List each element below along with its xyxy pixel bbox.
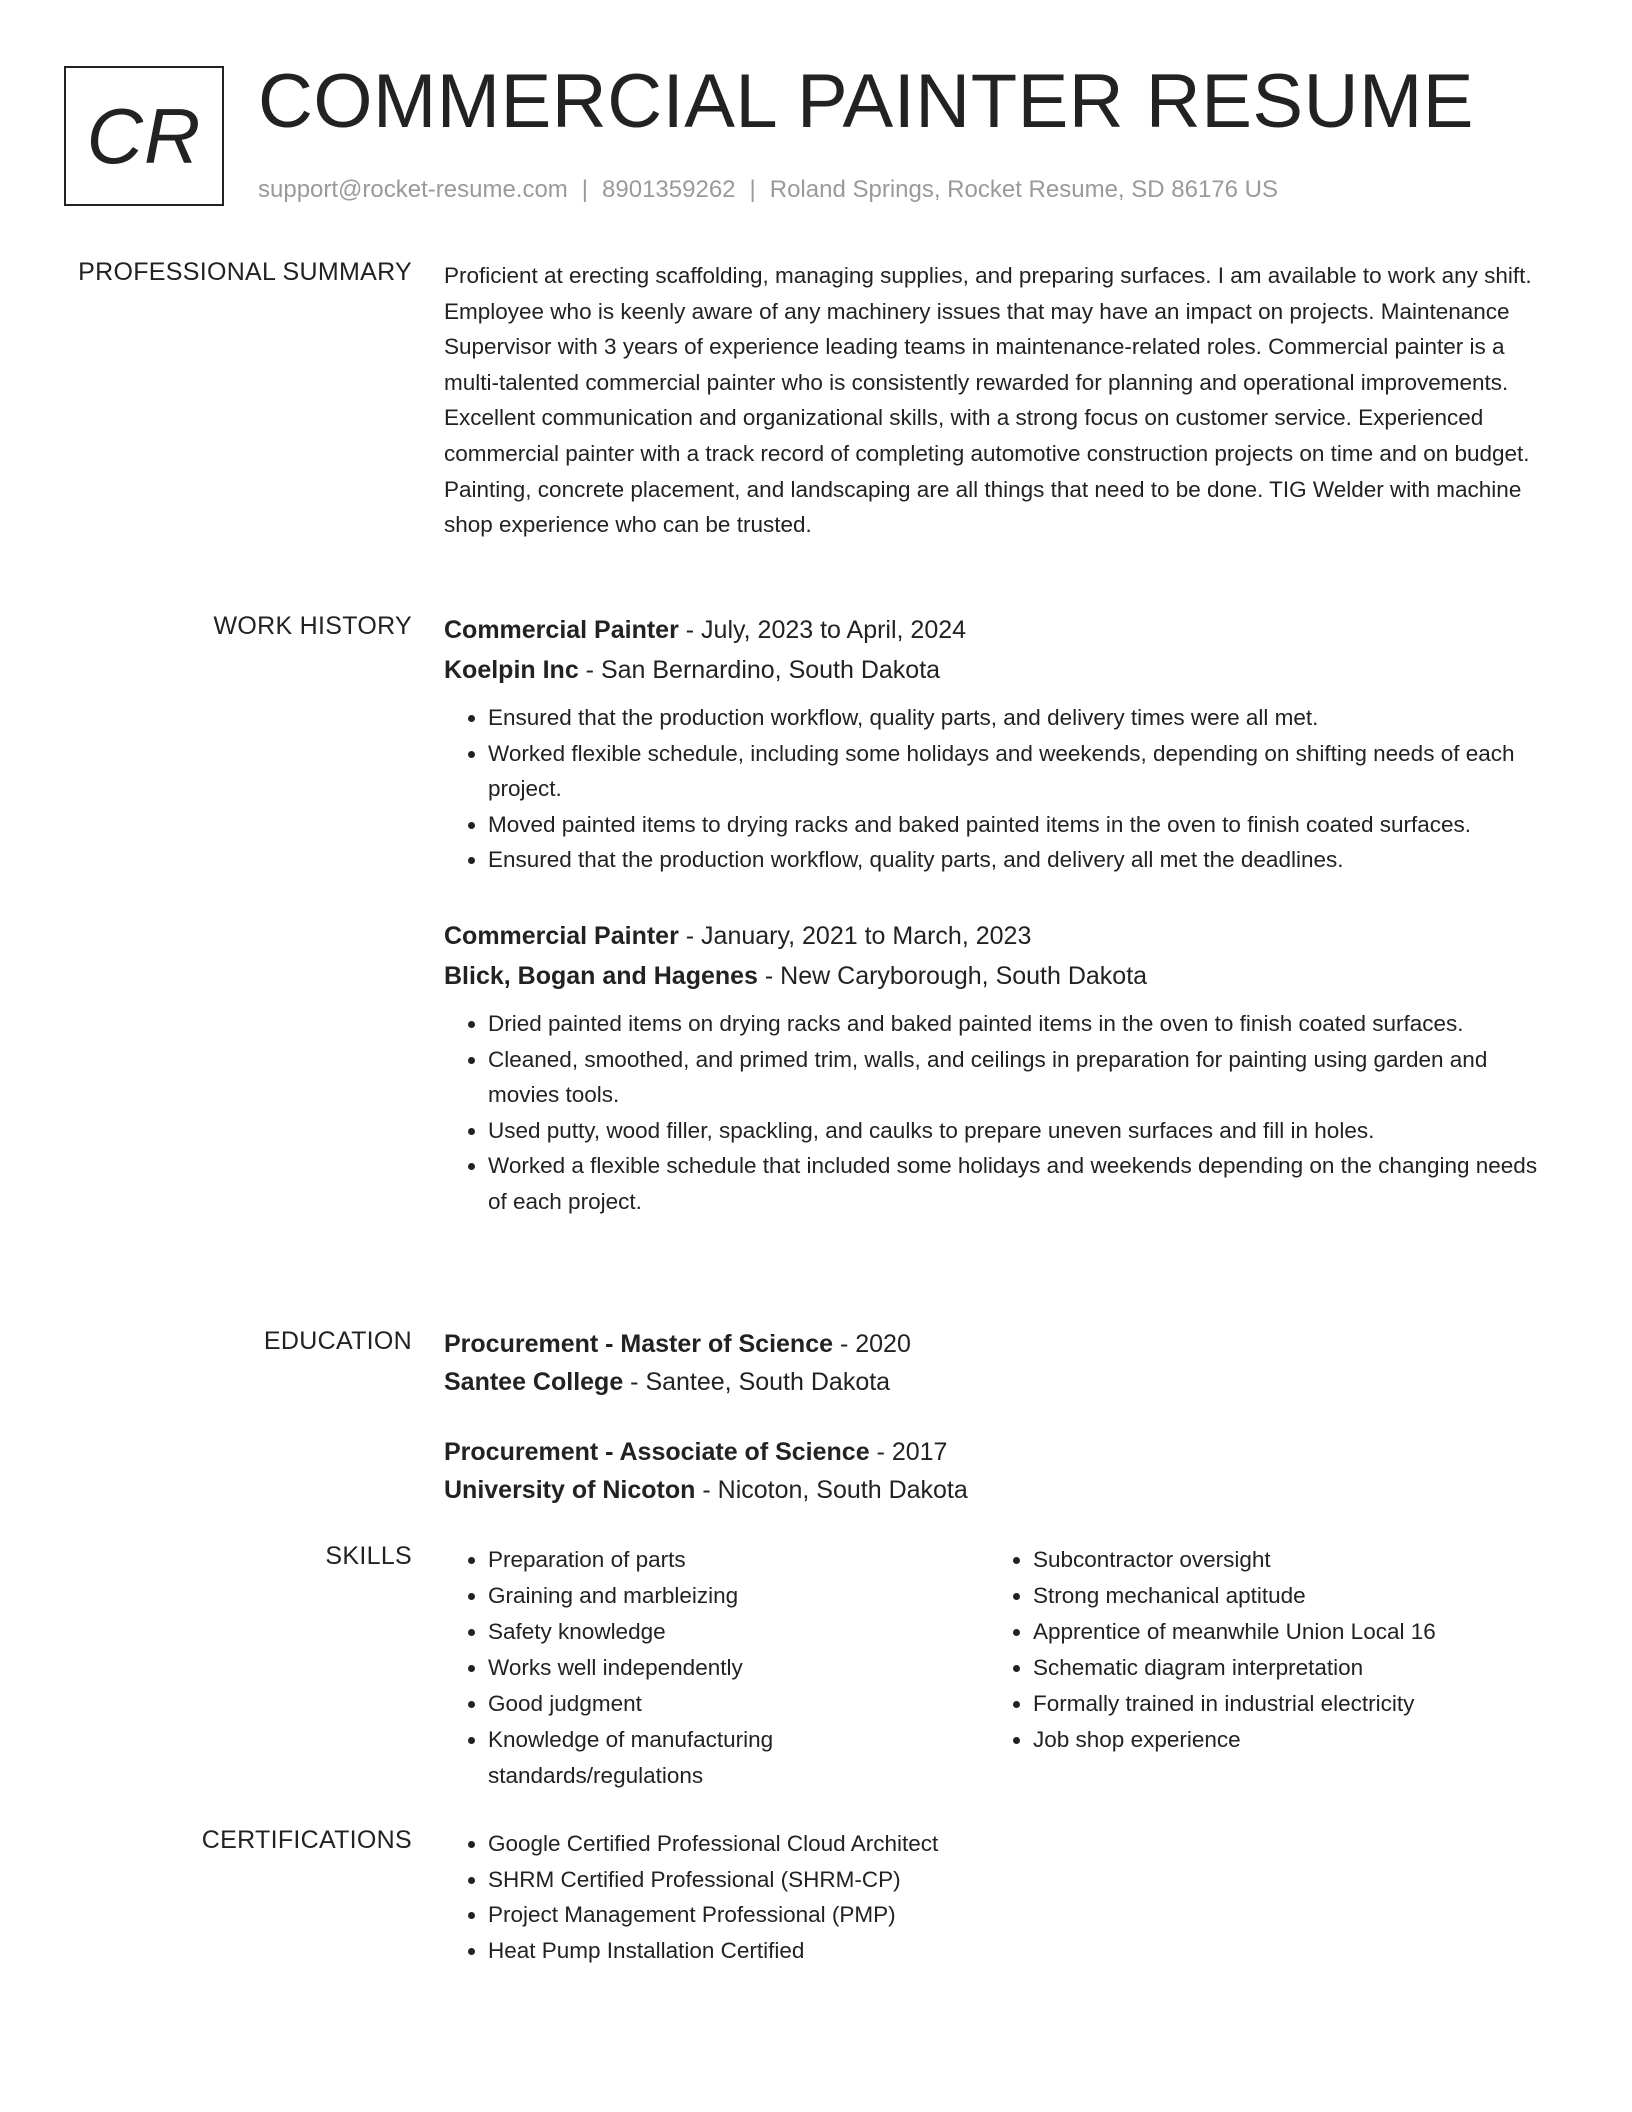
job-bullet: • Worked a flexible schedule that included some holidays and weekends depending on the changing needs of each project.	[488, 1148, 1556, 1219]
skills-column-right	[989, 1542, 1534, 1794]
job-company: Koelpin Inc	[444, 656, 579, 684]
skill-item: • Knowledge of manufacturing standards/regulations	[488, 1722, 989, 1794]
education-year: - 2020	[833, 1330, 911, 1358]
job-bullet-list	[444, 1006, 1556, 1220]
contact-separator: |	[749, 176, 756, 203]
section-label-work-history: WORK HISTORY	[213, 612, 412, 640]
job-entry	[444, 916, 1556, 1220]
work-history-body	[444, 610, 1556, 1258]
contact-line	[258, 176, 1278, 204]
job-bullet: • Ensured that the production workflow, quality parts, and delivery all met the deadlines.	[488, 842, 1556, 878]
contact-email: support@rocket-resume.com	[258, 176, 568, 203]
certifications-list	[444, 1826, 1556, 1968]
job-location: - San Bernardino, South Dakota	[578, 656, 941, 684]
resume-title: COMMERCIAL PAINTER RESUME	[258, 59, 1474, 144]
skill-item: • Preparation of parts	[488, 1542, 989, 1578]
education-location: - Nicoton, South Dakota	[695, 1476, 968, 1504]
job-company: Blick, Bogan and Hagenes	[444, 961, 758, 990]
job-bullet-list	[444, 700, 1556, 878]
section-label-certifications: CERTIFICATIONS	[201, 1826, 412, 1854]
education-degree-line	[444, 1433, 1556, 1471]
job-entry	[444, 610, 1556, 878]
job-bullet: • Cleaned, smoothed, and primed trim, walls, and ceilings in preparation for painting using garden and movies tools.	[488, 1042, 1556, 1113]
job-bullet: • Worked flexible schedule, including some holidays and weekends, depending on shifting needs of each project.	[488, 736, 1556, 807]
job-bullet: • Used putty, wood filler, spackling, and caulks to prepare uneven surfaces and fill in holes.	[488, 1113, 1556, 1149]
skill-item: • Safety knowledge	[488, 1614, 989, 1650]
skill-item: • Works well independently	[488, 1650, 989, 1686]
skill-item: • Job shop experience	[1033, 1722, 1534, 1758]
skill-item: • Good judgment	[488, 1686, 989, 1722]
education-school: Santee College	[444, 1368, 624, 1396]
skill-item: • Graining and marbleizing	[488, 1578, 989, 1614]
education-degree: Procurement - Associate of Science	[444, 1438, 870, 1466]
job-dates: - January, 2021 to March, 2023	[678, 921, 1032, 950]
skills-columns	[444, 1542, 1556, 1794]
job-bullet: • Dried painted items on drying racks and baked painted items in the oven to finish coated surfaces.	[488, 1006, 1556, 1042]
education-entry	[444, 1325, 1556, 1401]
job-location: - New Caryborough, South Dakota	[757, 961, 1148, 990]
summary-text: Proficient at erecting scaffolding, managing supplies, and preparing surfaces. I am available to work any shift. Employee who is keenly aware of any machinery issues that may have an impact on projects. Maintenance Supervisor with 3 years of experience leading teams in maintenance-related roles. Commercial painter is a multi-talented commercial painter who is consistently rewarded for planning and operational improvements. Excellent communication and organizational skills, with a strong focus on customer service. Experienced commercial painter with a track record of completing automotive construction projects on time and on budget. Painting, concrete placement, and landscaping are all things that need to be done. TIG Welder with machine shop experience who can be trusted.	[444, 263, 1532, 538]
section-label-education: EDUCATION	[263, 1327, 412, 1355]
skill-item: • Apprentice of meanwhile Union Local 16	[1033, 1614, 1534, 1650]
certification-item: • Heat Pump Installation Certified	[488, 1933, 1556, 1969]
education-school-line	[444, 1363, 1556, 1401]
education-school-line	[444, 1471, 1556, 1509]
job-bullet: • Moved painted items to drying racks and baked painted items in the oven to finish coated surfaces.	[488, 807, 1556, 843]
section-label-skills: SKILLS	[325, 1542, 412, 1570]
education-location: - Santee, South Dakota	[623, 1368, 891, 1396]
skill-item: • Strong mechanical aptitude	[1033, 1578, 1534, 1614]
section-label-summary: PROFESSIONAL SUMMARY	[78, 258, 412, 286]
job-title-line	[444, 610, 1556, 650]
skills-column-left	[444, 1542, 989, 1794]
skill-item: • Formally trained in industrial electricity	[1033, 1686, 1534, 1722]
monogram-text: CR	[86, 91, 202, 180]
education-body	[444, 1325, 1556, 1541]
education-entry	[444, 1433, 1556, 1509]
job-company-line	[444, 650, 1556, 690]
education-school: University of Nicoton	[444, 1476, 696, 1504]
contact-phone: 8901359262	[602, 176, 736, 203]
job-company-line	[444, 956, 1556, 996]
education-degree: Procurement - Master of Science	[444, 1330, 834, 1358]
job-title: Commercial Painter	[444, 921, 679, 950]
certification-item: • SHRM Certified Professional (SHRM-CP)	[488, 1862, 1556, 1898]
job-title-line	[444, 916, 1556, 956]
education-year: - 2017	[869, 1438, 948, 1466]
skill-item: • Subcontractor oversight	[1033, 1542, 1534, 1578]
summary-body	[444, 258, 1556, 543]
monogram-badge	[64, 66, 224, 206]
skills-list-right	[989, 1542, 1534, 1758]
skills-body	[444, 1542, 1556, 1794]
job-dates: - July, 2023 to April, 2024	[678, 616, 967, 644]
contact-address: Roland Springs, Rocket Resume, SD 86176 US	[769, 176, 1279, 203]
job-bullet: • Ensured that the production workflow, quality parts, and delivery times were all met.	[488, 700, 1556, 736]
skill-item: • Schematic diagram interpretation	[1033, 1650, 1534, 1686]
certification-item: • Google Certified Professional Cloud Architect	[488, 1826, 1556, 1862]
education-degree-line	[444, 1325, 1556, 1363]
certifications-body	[444, 1826, 1556, 1968]
certification-item: • Project Management Professional (PMP)	[488, 1897, 1556, 1933]
job-title: Commercial Painter	[444, 616, 679, 644]
contact-separator: |	[581, 176, 589, 203]
skills-list-left	[444, 1542, 989, 1794]
